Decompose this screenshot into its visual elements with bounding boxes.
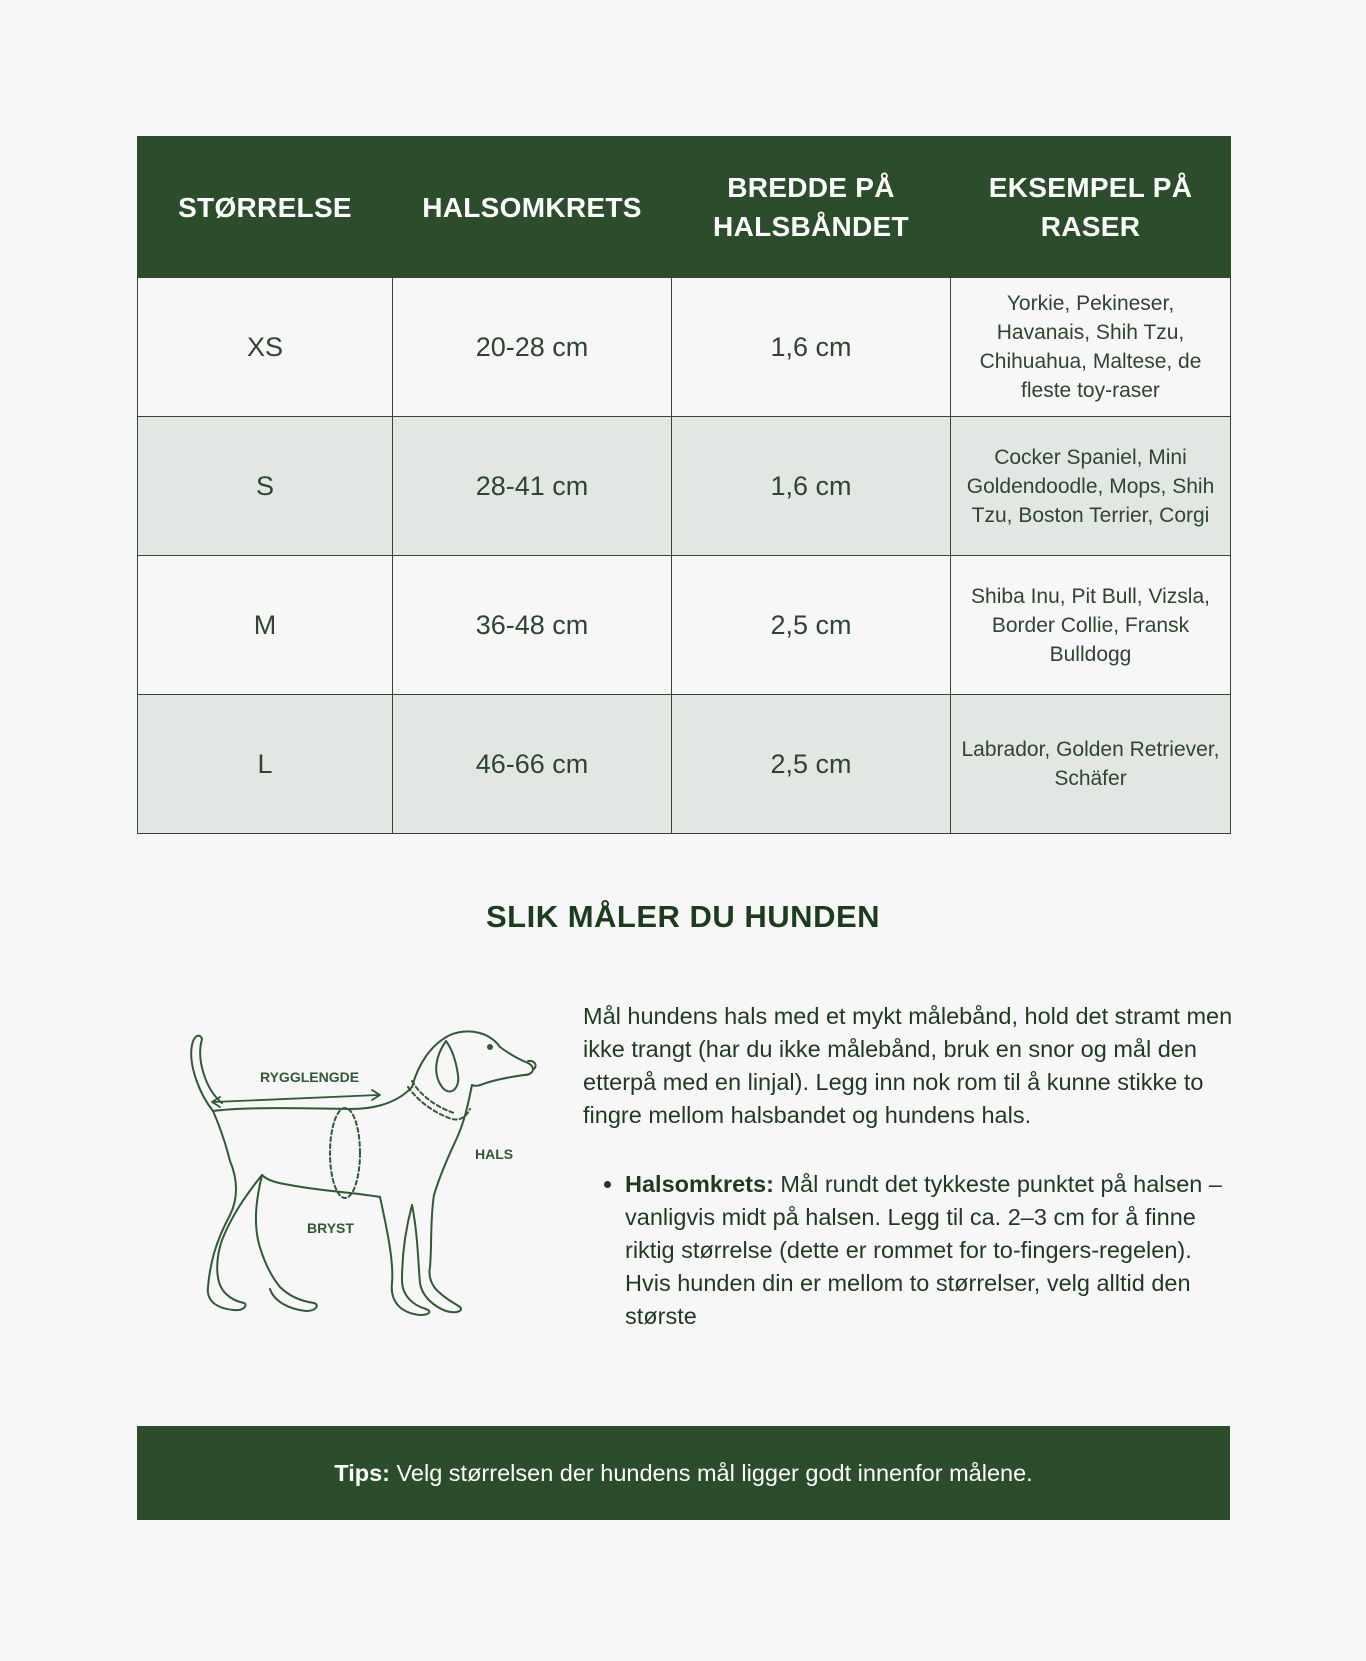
collar-measure-line <box>412 1081 454 1113</box>
instructions-list <box>583 1168 1233 1333</box>
cell-neck: 20-28 cm <box>393 278 672 417</box>
cell-neck: 36-48 cm <box>393 556 672 695</box>
header-neck: HALSOMKRETS <box>393 137 672 278</box>
label-neck: HALS <box>475 1146 514 1162</box>
dog-chest-outline <box>434 1085 472 1195</box>
dog-ear-outline <box>436 1041 458 1091</box>
tips-content <box>334 1460 1032 1487</box>
dog-hind-leg-outline <box>208 1111 262 1310</box>
chest-measure-ellipse <box>330 1108 360 1198</box>
cell-breeds: Yorkie, Pekineser, Havanais, Shih Tzu, Chihuahua, Maltese, de fleste toy-raser <box>951 278 1231 417</box>
tips-banner <box>137 1426 1230 1520</box>
tips-label: Tips: <box>334 1459 390 1486</box>
cell-breeds: Cocker Spaniel, Mini Goldendoodle, Mops, Shih Tzu, Boston Terrier, Corgi <box>951 417 1231 556</box>
label-chest: BRYST <box>307 1220 354 1236</box>
dog-front-leg-outline <box>380 1197 429 1315</box>
header-breeds: EKSEMPEL PÅ RASER <box>951 137 1231 278</box>
section-title: SLIK MÅLER DU HUNDEN <box>485 899 881 934</box>
cell-breeds: Labrador, Golden Retriever, Schäfer <box>951 695 1231 834</box>
cell-width: 1,6 cm <box>672 417 951 556</box>
cell-neck: 28-41 cm <box>393 417 672 556</box>
instructions-paragraph: Mål hundens hals med et mykt målebånd, hold det stramt men ikke trangt (har du ikke målebånd, bruk en snor og mål den etterpå med en linjal). Legg inn nok rom til å kunne stikke to fingre mellom halsbandet og hundens hals. <box>583 1003 1233 1128</box>
table-row <box>138 278 1231 417</box>
size-chart <box>137 136 1230 834</box>
bullet-label: Halsomkrets: <box>625 1171 774 1197</box>
measuring-instructions <box>583 1000 1233 1333</box>
cell-size: M <box>138 556 393 695</box>
dog-head-outline <box>412 1031 533 1087</box>
cell-size: XS <box>138 278 393 417</box>
table-row <box>138 417 1231 556</box>
table-header-row <box>138 137 1231 278</box>
cell-width: 2,5 cm <box>672 695 951 834</box>
table-row <box>138 695 1231 834</box>
cell-breeds: Shiba Inu, Pit Bull, Vizsla, Border Collie, Fransk Bulldogg <box>951 556 1231 695</box>
dog-front-leg-outline <box>412 1195 461 1312</box>
dog-hind-leg-outline <box>256 1175 317 1311</box>
tips-text: Velg størrelsen der hundens mål ligger godt innenfor målene. <box>390 1459 1033 1486</box>
cell-width: 1,6 cm <box>672 278 951 417</box>
back-measure-arrow <box>214 1095 378 1102</box>
cell-width: 2,5 cm <box>672 556 951 695</box>
size-table <box>137 136 1231 834</box>
label-back-length: RYGGLENGDE <box>260 1069 360 1085</box>
list-item <box>625 1168 1233 1333</box>
cell-size: L <box>138 695 393 834</box>
dog-belly-outline <box>262 1175 380 1197</box>
dog-measurement-diagram <box>150 1005 550 1345</box>
bullet-text: Mål rundt det tykkeste punktet på halsen – vanligvis midt på halsen. Legg til ca. 2–3 cm for å finne riktig størrelse (dette er rommet for to-fingers-regelen). Hvis hunden din er mellom to størrelser, velg alltid den største <box>625 1171 1222 1329</box>
dog-back-outline <box>213 1087 412 1111</box>
header-size: STØRRELSE <box>138 137 393 278</box>
dog-eye <box>487 1044 493 1050</box>
collar-measure-line <box>408 1087 470 1120</box>
table-row <box>138 556 1231 695</box>
header-width: BREDDE PÅ HALSBÅNDET <box>672 137 951 278</box>
cell-neck: 46-66 cm <box>393 695 672 834</box>
cell-size: S <box>138 417 393 556</box>
